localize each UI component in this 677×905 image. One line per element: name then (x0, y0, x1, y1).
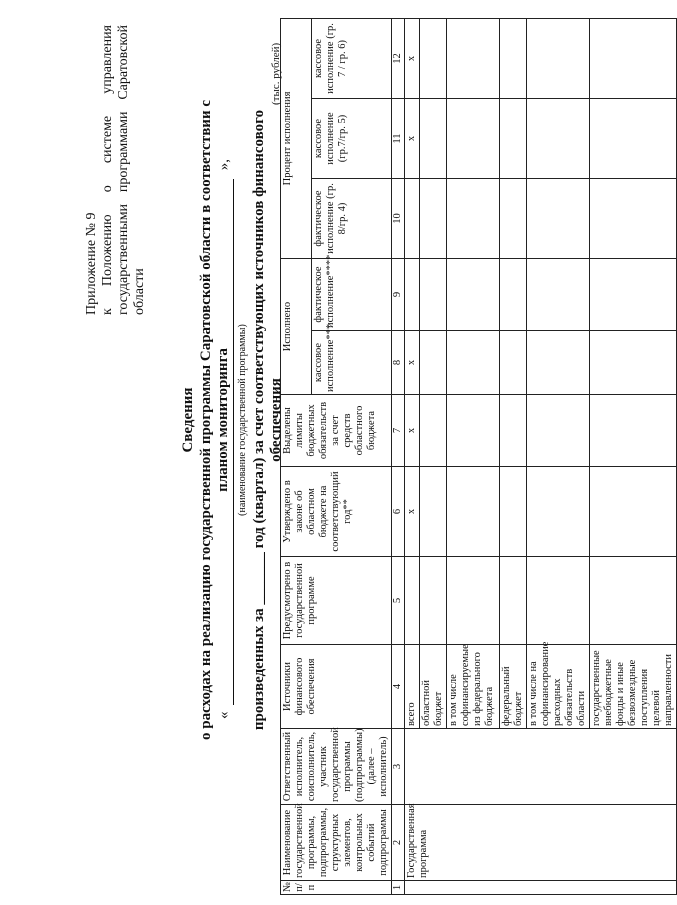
value-cell (447, 331, 500, 395)
value-cell (527, 99, 590, 179)
source-cell: федеральный бюджет (500, 645, 527, 729)
value-cell (590, 395, 677, 467)
value-cell (590, 179, 677, 259)
header-name: Наименование государственной программы, подпрограммы, структурных элементов, контрольных событий подпрограммы (281, 805, 392, 881)
value-cell (500, 331, 527, 395)
col-num: 4 (392, 645, 405, 729)
col-num: 12 (392, 18, 405, 98)
col-num: 10 (392, 179, 405, 259)
header-executed: Исполнено (281, 259, 312, 395)
value-cell (500, 467, 527, 557)
executor-cell (405, 729, 677, 805)
program-name-line (216, 159, 236, 719)
header-cash-exec: кассовое исполнение*** (311, 331, 391, 395)
value-cell (527, 557, 590, 645)
header-fact-exec: фактическое исполнение**** (311, 259, 391, 331)
col-num: 8 (392, 331, 405, 395)
col-num: 2 (392, 805, 405, 881)
open-quote: « (216, 711, 232, 719)
x-mark-cell: x (405, 467, 420, 557)
header-pct-cash5: кассовое исполнение (гр.7/гр. 5) (311, 99, 391, 179)
source-cell: в том числе софинансируемые из федерального бюджета (447, 645, 500, 729)
value-cell (405, 259, 420, 331)
value-cell (527, 331, 590, 395)
value-cell (527, 395, 590, 467)
col-num: 5 (392, 557, 405, 645)
value-cell (447, 99, 500, 179)
value-cell (420, 18, 447, 98)
value-cell (500, 259, 527, 331)
header-no: № п/п (281, 881, 392, 895)
value-cell (447, 179, 500, 259)
value-cell (500, 557, 527, 645)
appendix-title: Приложение № 9 (84, 212, 99, 315)
header-pct-fact: фактическое исполнение (гр. 8/гр. 4) (311, 179, 391, 259)
col-num: 7 (392, 395, 405, 467)
col-num: 11 (392, 99, 405, 179)
source-cell: всего (405, 645, 420, 729)
program-name-blank (233, 179, 234, 705)
value-cell (405, 557, 420, 645)
value-cell (405, 179, 420, 259)
value-cell (420, 259, 447, 331)
value-cell (527, 18, 590, 98)
doc-subtitle: о расходах на реализацию государственной программы Саратовской области в соответствии с планом мониторинга (198, 100, 231, 741)
col-num: 6 (392, 467, 405, 557)
value-cell (590, 259, 677, 331)
source-cell: областной бюджет (420, 645, 447, 729)
program-caption: (наименование государственной программы) (237, 324, 248, 516)
doc-title: Сведения (180, 387, 196, 453)
value-cell (420, 395, 447, 467)
col-num: 1 (392, 881, 405, 895)
x-mark-cell: x (405, 99, 420, 179)
header-executor: Ответственный исполнитель, соисполнитель, участник государственной программы (подпрограммы) (далее – исполнитель) (281, 729, 392, 805)
value-cell (447, 259, 500, 331)
header-percent: Процент исполнения (281, 18, 312, 258)
col-num: 3 (392, 729, 405, 805)
value-cell (420, 331, 447, 395)
appendix-line-2: государственными программами Саратовской (116, 25, 131, 315)
value-cell (590, 557, 677, 645)
value-cell (447, 395, 500, 467)
value-cell (590, 18, 677, 98)
x-mark-cell: x (405, 331, 420, 395)
program-name-cell: Государственная программа (405, 805, 677, 881)
value-cell (500, 99, 527, 179)
value-cell (447, 467, 500, 557)
header-planned: Предусмотрено в государственной программе (281, 557, 392, 645)
doc-period-title: произведенных за _______ год (квартал) за счет соответствующих источников финансового обеспечения (251, 109, 284, 731)
header-limits: Выделены лимиты бюджетных обязательств за счет средств областного бюджета (281, 395, 392, 467)
value-cell (420, 99, 447, 179)
value-cell (527, 179, 590, 259)
row-number-cell (405, 881, 677, 895)
appendix-line-3: области (132, 268, 147, 315)
value-cell (447, 18, 500, 98)
value-cell (527, 259, 590, 331)
close-quote: », (216, 159, 232, 171)
appendix-line-1: к Положению о системе управления (100, 25, 115, 315)
value-cell (590, 467, 677, 557)
header-pct-cash6: кассовое исполнение (гр. 7 / гр. 6) (311, 18, 391, 98)
table-row (405, 18, 420, 894)
value-cell (420, 467, 447, 557)
column-numbers-row (392, 18, 405, 894)
source-cell: государственные внебюджетные фонды и иные безвозмездные поступления целевой направленности (590, 645, 677, 729)
header-row-1 (281, 18, 312, 894)
value-cell (447, 557, 500, 645)
col-num: 9 (392, 259, 405, 331)
value-cell (590, 331, 677, 395)
header-sources: Источники финансового обеспечения (281, 645, 392, 729)
value-cell (420, 179, 447, 259)
value-cell (500, 395, 527, 467)
x-mark-cell: x (405, 18, 420, 98)
units-label: (тыс. рублей) (270, 42, 282, 105)
appendix-block (84, 25, 148, 315)
expenses-table (280, 18, 677, 895)
value-cell (500, 179, 527, 259)
value-cell (527, 467, 590, 557)
x-mark-cell: x (405, 395, 420, 467)
value-cell (590, 99, 677, 179)
value-cell (420, 557, 447, 645)
value-cell (500, 18, 527, 98)
header-approved: Утверждено в законе об областном бюджете на соответствующий год** (281, 467, 392, 557)
source-cell: в том числе на софинансирование расходных обязательств области (527, 645, 590, 729)
